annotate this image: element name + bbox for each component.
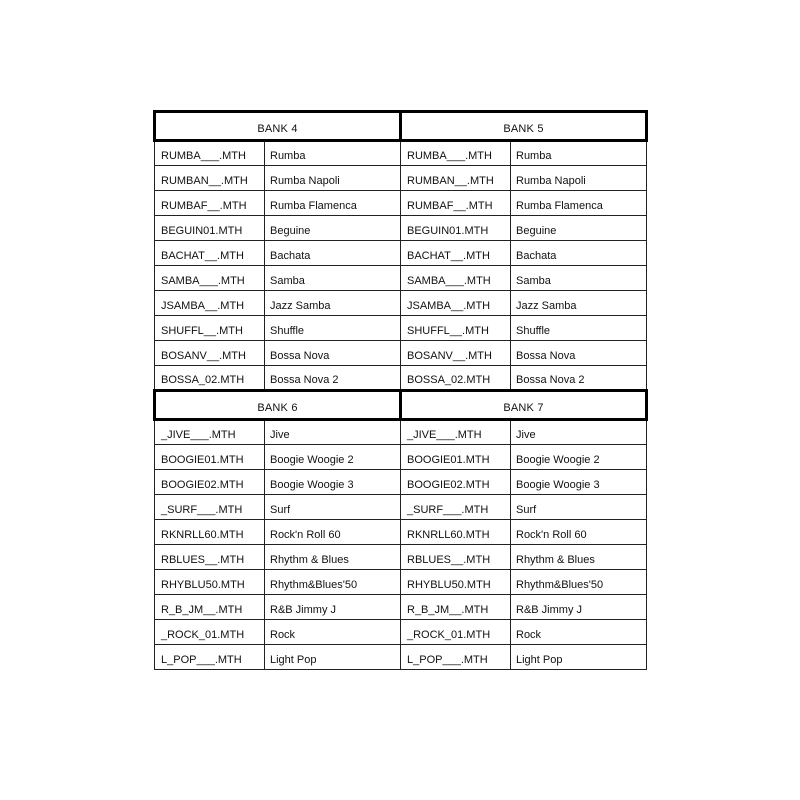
- style-filename-left: RHYBLU50.MTH: [155, 570, 265, 595]
- table-row: [155, 595, 647, 620]
- style-name-right: Light Pop: [511, 645, 647, 670]
- style-filename-left: BACHAT__.MTH: [155, 241, 265, 266]
- style-filename-left: _ROCK_01.MTH: [155, 620, 265, 645]
- style-name-left: Bachata: [265, 241, 401, 266]
- style-filename-left: BOSANV__.MTH: [155, 341, 265, 366]
- style-filename-right: RBLUES__.MTH: [401, 545, 511, 570]
- table-row: [155, 445, 647, 470]
- style-name-right: Bossa Nova 2: [511, 366, 647, 391]
- style-name-right: Rhythm & Blues: [511, 545, 647, 570]
- style-name-left: R&B Jimmy J: [265, 595, 401, 620]
- table-row: [155, 366, 647, 391]
- style-name-right: Rhythm&Blues'50: [511, 570, 647, 595]
- style-filename-left: R_B_JM__.MTH: [155, 595, 265, 620]
- table-row: [155, 420, 647, 445]
- bank-title-left: BANK 4: [155, 112, 401, 141]
- style-filename-left: RUMBAF__.MTH: [155, 191, 265, 216]
- style-name-right: Boogie Woogie 3: [511, 470, 647, 495]
- table-row: [155, 191, 647, 216]
- style-name-right: Jazz Samba: [511, 291, 647, 316]
- style-name-left: Rhythm & Blues: [265, 545, 401, 570]
- style-filename-left: JSAMBA__.MTH: [155, 291, 265, 316]
- style-name-right: Rock: [511, 620, 647, 645]
- style-name-right: Boogie Woogie 2: [511, 445, 647, 470]
- style-name-right: Rumba: [511, 141, 647, 166]
- style-name-right: Shuffle: [511, 316, 647, 341]
- bank-title-right: BANK 5: [401, 112, 647, 141]
- style-filename-right: BEGUIN01.MTH: [401, 216, 511, 241]
- style-filename-right: RKNRLL60.MTH: [401, 520, 511, 545]
- style-filename-right: _ROCK_01.MTH: [401, 620, 511, 645]
- table-row: [155, 316, 647, 341]
- style-name-left: Jive: [265, 420, 401, 445]
- style-filename-left: BEGUIN01.MTH: [155, 216, 265, 241]
- table-row: [155, 520, 647, 545]
- style-filename-right: BOOGIE01.MTH: [401, 445, 511, 470]
- style-filename-right: RHYBLU50.MTH: [401, 570, 511, 595]
- style-name-left: Beguine: [265, 216, 401, 241]
- style-filename-right: SAMBA___.MTH: [401, 266, 511, 291]
- style-name-right: Rumba Flamenca: [511, 191, 647, 216]
- style-filename-right: RUMBA___.MTH: [401, 141, 511, 166]
- style-filename-left: SHUFFL__.MTH: [155, 316, 265, 341]
- style-filename-right: BOSSA_02.MTH: [401, 366, 511, 391]
- style-name-left: Rumba Flamenca: [265, 191, 401, 216]
- style-name-left: Samba: [265, 266, 401, 291]
- style-filename-right: BOOGIE02.MTH: [401, 470, 511, 495]
- style-name-left: Rhythm&Blues'50: [265, 570, 401, 595]
- style-name-left: Shuffle: [265, 316, 401, 341]
- style-name-left: Boogie Woogie 2: [265, 445, 401, 470]
- table-row: [155, 495, 647, 520]
- style-name-left: Rock'n Roll 60: [265, 520, 401, 545]
- style-name-left: Jazz Samba: [265, 291, 401, 316]
- table-row: [155, 216, 647, 241]
- style-filename-right: L_POP___.MTH: [401, 645, 511, 670]
- style-name-left: Light Pop: [265, 645, 401, 670]
- style-name-right: Samba: [511, 266, 647, 291]
- style-filename-left: _SURF___.MTH: [155, 495, 265, 520]
- style-name-right: Rock'n Roll 60: [511, 520, 647, 545]
- style-name-right: Jive: [511, 420, 647, 445]
- style-filename-left: SAMBA___.MTH: [155, 266, 265, 291]
- style-filename-left: L_POP___.MTH: [155, 645, 265, 670]
- style-filename-right: RUMBAN__.MTH: [401, 166, 511, 191]
- bank-style-table: [153, 110, 648, 670]
- style-name-right: Bossa Nova: [511, 341, 647, 366]
- style-filename-right: SHUFFL__.MTH: [401, 316, 511, 341]
- style-filename-left: _JIVE___.MTH: [155, 420, 265, 445]
- table-row: [155, 545, 647, 570]
- style-filename-right: _JIVE___.MTH: [401, 420, 511, 445]
- style-filename-left: BOOGIE02.MTH: [155, 470, 265, 495]
- style-name-left: Boogie Woogie 3: [265, 470, 401, 495]
- table-row: [155, 645, 647, 670]
- style-filename-left: BOOGIE01.MTH: [155, 445, 265, 470]
- style-filename-right: RUMBAF__.MTH: [401, 191, 511, 216]
- table-row: [155, 266, 647, 291]
- style-filename-right: JSAMBA__.MTH: [401, 291, 511, 316]
- style-filename-left: RBLUES__.MTH: [155, 545, 265, 570]
- table-row: [155, 341, 647, 366]
- table-row: [155, 291, 647, 316]
- table-row: [155, 141, 647, 166]
- style-name-left: Bossa Nova: [265, 341, 401, 366]
- bank-header-row: [155, 112, 647, 141]
- table-row: [155, 166, 647, 191]
- style-name-left: Rumba: [265, 141, 401, 166]
- style-filename-left: BOSSA_02.MTH: [155, 366, 265, 391]
- style-filename-right: BOSANV__.MTH: [401, 341, 511, 366]
- style-filename-right: R_B_JM__.MTH: [401, 595, 511, 620]
- style-name-left: Surf: [265, 495, 401, 520]
- style-name-left: Rumba Napoli: [265, 166, 401, 191]
- style-filename-left: RUMBAN__.MTH: [155, 166, 265, 191]
- style-name-right: Bachata: [511, 241, 647, 266]
- style-name-right: Surf: [511, 495, 647, 520]
- style-filename-left: RKNRLL60.MTH: [155, 520, 265, 545]
- table-row: [155, 620, 647, 645]
- style-name-left: Bossa Nova 2: [265, 366, 401, 391]
- style-filename-left: RUMBA___.MTH: [155, 141, 265, 166]
- bank-table-body: [155, 112, 647, 670]
- table-row: [155, 470, 647, 495]
- style-name-left: Rock: [265, 620, 401, 645]
- style-filename-right: _SURF___.MTH: [401, 495, 511, 520]
- table-row: [155, 241, 647, 266]
- style-name-right: Beguine: [511, 216, 647, 241]
- bank-title-right: BANK 7: [401, 391, 647, 420]
- style-filename-right: BACHAT__.MTH: [401, 241, 511, 266]
- style-name-right: Rumba Napoli: [511, 166, 647, 191]
- style-name-right: R&B Jimmy J: [511, 595, 647, 620]
- bank-header-row: [155, 391, 647, 420]
- bank-title-left: BANK 6: [155, 391, 401, 420]
- table-row: [155, 570, 647, 595]
